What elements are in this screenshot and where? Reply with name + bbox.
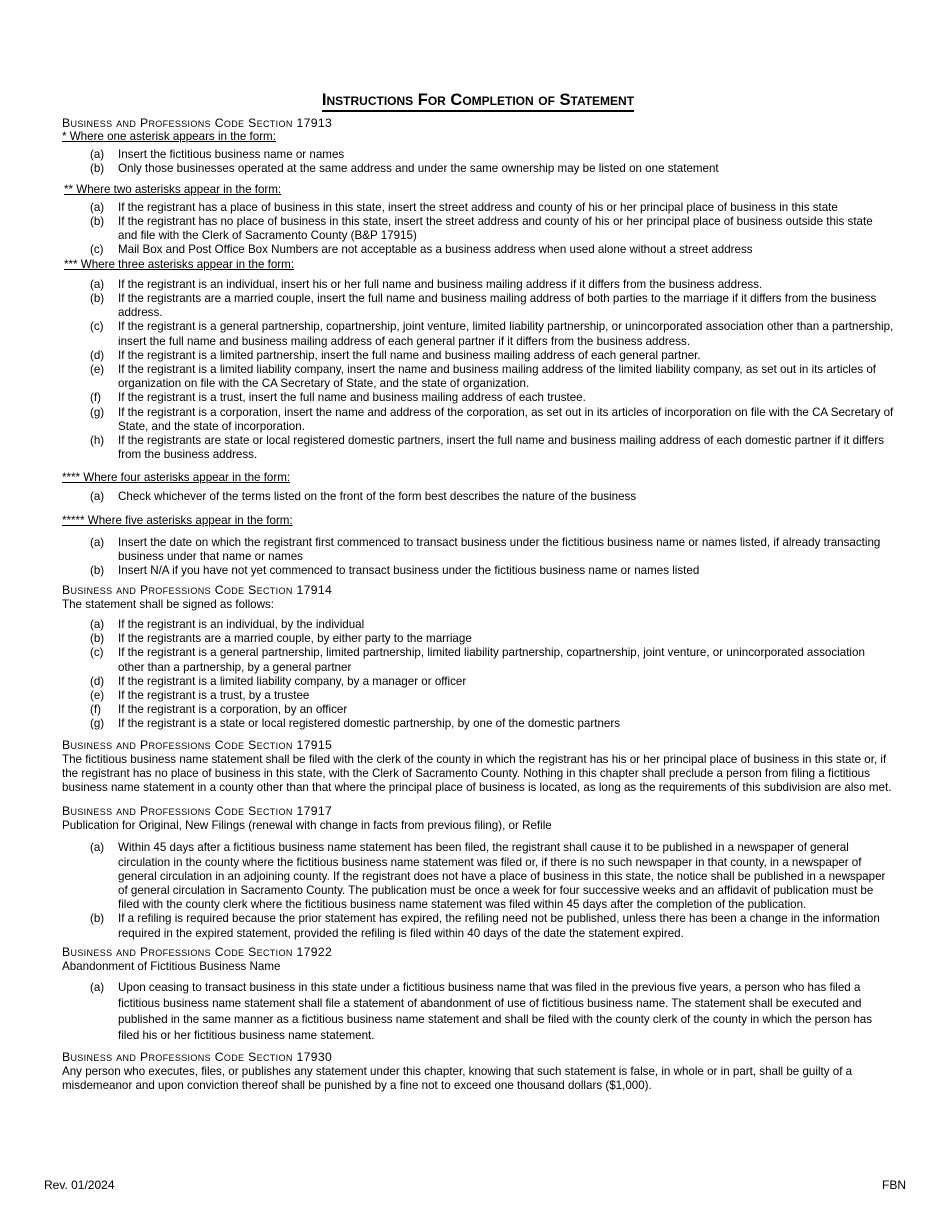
list-item-text: If the registrant is a limited liability company, by a manager or officer — [118, 674, 467, 688]
list-item-marker: (e) — [90, 688, 105, 702]
two-asterisk-list — [62, 201, 894, 258]
list-item — [90, 980, 894, 1044]
two-asterisk-heading: ** Where two asterisks appear in the form: — [64, 182, 282, 196]
list-item-marker: (b) — [90, 215, 105, 229]
list-item-marker: (a) — [90, 489, 105, 503]
list-item-text: Check whichever of the terms listed on the front of the form best describes the nature of the business — [118, 489, 637, 503]
section-17922-code: Business and Professions Code Section 17922 — [62, 944, 333, 959]
list-item — [90, 717, 894, 731]
list-item-text: If the registrant has a place of business in this state, insert the street address and county of his or her principal place of business in this state — [118, 200, 838, 214]
list-item — [90, 349, 894, 363]
list-item-text: If the registrant is a limited partnership, insert the full name and business mailing address of each general partner. — [118, 348, 701, 362]
list-item — [90, 434, 894, 462]
footer-form-code: FBN — [882, 1178, 906, 1192]
list-item-text: If the registrant is an individual, insert his or her full name and business mailing address if it differs from the business address. — [118, 277, 763, 291]
one-asterisk-heading: * Where one asterisk appears in the form: — [62, 130, 276, 143]
list-item — [90, 703, 894, 717]
list-item — [90, 391, 894, 405]
list-item-text: Insert N/A if you have not yet commenced to transact business under the fictitious business name or names listed — [118, 564, 700, 578]
list-item-marker: (a) — [90, 980, 105, 994]
list-item — [90, 162, 894, 176]
publication-list — [62, 841, 894, 940]
list-item-text: If the registrant is an individual, by the individual — [118, 617, 365, 631]
list-item-marker: (a) — [90, 277, 105, 291]
section-17914-intro: The statement shall be signed as follows: — [62, 597, 275, 611]
list-item-marker: (b) — [90, 162, 105, 176]
list-item-marker: (a) — [90, 148, 105, 162]
document-page — [62, 90, 894, 1093]
list-item-marker: (a) — [90, 536, 105, 550]
list-item — [90, 363, 894, 391]
list-item-marker: (c) — [90, 243, 104, 257]
page-title — [62, 90, 894, 110]
list-item — [90, 632, 894, 646]
list-item-marker: (b) — [90, 912, 105, 926]
list-item-text: If the registrant is a state or local registered domestic partnership, by one of the domestic partners — [118, 717, 621, 731]
list-item-text: Upon ceasing to transact business in this state under a fictitious business name that was filed in the previous five years, a person who has filed a fictitious business name statement shall file a statement of abandonment of use of fictitious business name. The statement shall be executed and published in the same manner as a fictitious business name statement and shall be filed with the county clerk of the county in which the person has filed his or her fictitious business name statement. — [118, 980, 873, 1042]
list-item-marker: (a) — [90, 841, 105, 855]
section-17930-text: Any person who executes, files, or publishes any statement under this chapter, knowing that such statement is false, in whole or in part, shall be guilty of a misdemeanor and upon conviction thereof shall be punished by a fine not to exceed one thousand dollars ($1,000). — [62, 1064, 853, 1093]
list-item-text: If the registrants are state or local registered domestic partners, insert the full name and business mailing address of each domestic partner if it differs from the business address. — [118, 434, 884, 462]
list-item-marker: (e) — [90, 363, 105, 377]
list-item-text: If the registrant is a corporation, insert the name and address of the corporation, as set out in its articles of incorporation on file with the CA Secretary of State, and the state of incorporation. — [118, 405, 894, 433]
list-item-marker: (b) — [90, 632, 105, 646]
list-item-marker: (c) — [90, 646, 104, 660]
list-item-marker: (b) — [90, 292, 105, 306]
signing-list — [62, 618, 894, 732]
section-17930-code: Business and Professions Code Section 17930 — [62, 1049, 333, 1064]
list-item-marker: (g) — [90, 717, 105, 731]
section-17922-intro: Abandonment of Fictitious Business Name — [62, 959, 281, 973]
list-item-text: If the registrant is a general partnership, limited partnership, limited liability partnership, copartnership, joint venture, or unincorporated association other than a partnership, by a general partner — [118, 646, 865, 674]
list-item — [90, 490, 894, 504]
section-17914-code: Business and Professions Code Section 17914 — [62, 582, 333, 597]
list-item-text: If the registrants are a married couple, insert the full name and business mailing address of both parties to the marriage if it differs from the business address. — [118, 292, 877, 320]
list-item — [90, 618, 894, 632]
list-item — [90, 536, 894, 564]
list-item-text: Insert the fictitious business name or names — [118, 148, 345, 162]
one-asterisk-list — [62, 148, 894, 176]
list-item — [90, 841, 894, 912]
list-item — [90, 406, 894, 434]
list-item — [90, 243, 894, 257]
five-asterisk-heading: ***** Where five asterisks appear in the form: — [62, 513, 293, 527]
five-asterisk-list — [62, 536, 894, 579]
list-item-marker: (d) — [90, 674, 105, 688]
list-item-marker: (b) — [90, 564, 105, 578]
section-17917-code: Business and Professions Code Section 17917 — [62, 804, 333, 819]
list-item-text: If the registrant has no place of business in this state, insert the street address and county of his or her principal place of business outside this state and file with the Clerk of Sacramento County (B&P 17915) — [118, 215, 873, 243]
list-item-text: Mail Box and Post Office Box Numbers are not acceptable as a business address when used alone without a street address — [118, 243, 753, 257]
list-item — [90, 320, 894, 348]
four-asterisk-list — [62, 490, 894, 504]
list-item — [90, 201, 894, 215]
list-item-text: Insert the date on which the registrant first commenced to transact business under the fictitious business name or names listed, if already transacting business under that name or names — [118, 536, 881, 564]
list-item — [90, 564, 894, 578]
list-item-marker: (a) — [90, 200, 105, 214]
section-17915-text: The fictitious business name statement shall be filed with the clerk of the county in which the registrant has his or her principal place of business in this state or, if the registrant has no place of business in this state, with the Clerk of Sacramento County. Nothing in this chapter shall preclude a person from filing a fictitious business name statement in a county other than that where the principal place of business is located, as long as the requirements of this subdivision are also met. — [62, 752, 892, 794]
list-item-text: If the registrant is a trust, by a trustee — [118, 688, 310, 702]
list-item-marker: (c) — [90, 320, 104, 334]
section-17917-intro: Publication for Original, New Filings (renewal with change in facts from previous filing), or Refile — [62, 819, 552, 833]
list-item — [90, 148, 894, 162]
list-item — [90, 215, 894, 243]
list-item-text: Only those businesses operated at the same address and under the same ownership may be listed on one statement — [118, 162, 719, 176]
page-title-text: Instructions For Completion of Statement — [322, 91, 634, 112]
list-item-marker: (d) — [90, 348, 105, 362]
list-item — [90, 292, 894, 320]
section-17915-code: Business and Professions Code Section 17915 — [62, 737, 333, 752]
list-item — [90, 278, 894, 292]
list-item — [90, 912, 894, 940]
list-item-text: If the registrant is a trust, insert the full name and business mailing address of each trustee. — [118, 391, 586, 405]
section-17913-code: Business and Professions Code Section 17913 — [62, 116, 333, 130]
list-item-marker: (g) — [90, 405, 105, 419]
list-item — [90, 646, 894, 674]
list-item — [90, 675, 894, 689]
list-item-marker: (h) — [90, 434, 105, 448]
list-item-marker: (f) — [90, 391, 101, 405]
four-asterisk-heading: **** Where four asterisks appear in the form: — [62, 471, 291, 485]
three-asterisk-list — [62, 278, 894, 463]
three-asterisk-heading: *** Where three asterisks appear in the form: — [64, 257, 295, 271]
list-item-text: If the registrant is a corporation, by an officer — [118, 703, 348, 717]
list-item — [90, 689, 894, 703]
list-item-text: Within 45 days after a fictitious business name statement has been filed, the registrant shall cause it to be published in a newspaper of general circulation in the county where the fictitious business name statement was filed or, if there is no such newspaper in that county, in a newspaper of general circulation in an adjoining county. If the registrant does not have a place of business in this state, the notice shall be published in a newspaper of general circulation in Sacramento County. The publication must be once a week for four successive weeks and an affidavit of publication must be filed with the county clerk where the fictitious business name statement was filed within 45 days after the completion of the publication. — [118, 841, 886, 912]
list-item-text: If a refiling is required because the prior statement has expired, the refiling need not be published, unless there has been a change in the information required in the expired statement, provided the refiling is filed within 40 days of the date the statement expired. — [118, 912, 880, 940]
footer-revision: Rev. 01/2024 — [44, 1178, 115, 1192]
list-item-marker: (f) — [90, 703, 101, 717]
list-item-text: If the registrant is a general partnership, copartnership, joint venture, limited liability partnership, or unincorporated association other than a partnership, insert the full name and business mailing address of each general partner if it differs from the business address. — [118, 320, 894, 348]
list-item-marker: (a) — [90, 617, 105, 631]
abandonment-list — [62, 980, 894, 1044]
list-item-text: If the registrant is a limited liability company, insert the name and business mailing address of the limited liability company, as set out in its articles of organization on file with the CA Secretary of State, and the state of organization. — [118, 363, 877, 391]
list-item-text: If the registrants are a married couple, by either party to the marriage — [118, 632, 472, 646]
